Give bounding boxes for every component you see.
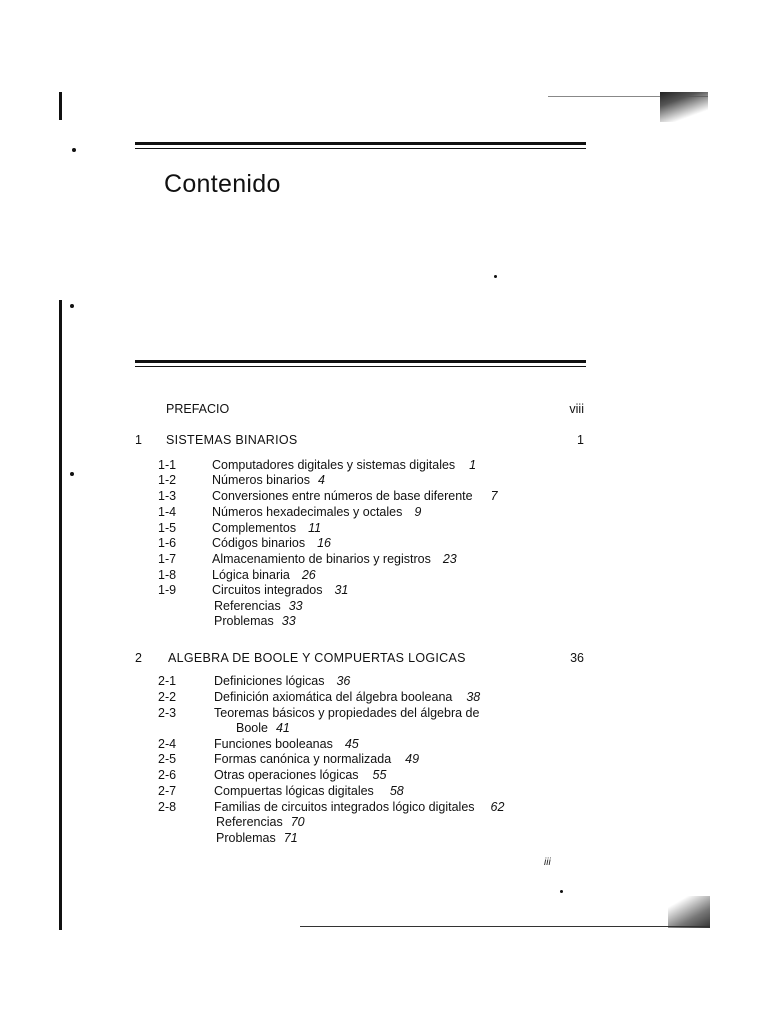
section-number: 1-1 (158, 458, 177, 472)
section-title: Números binarios (212, 473, 310, 487)
section-title: Definición axiomática del álgebra booleana (214, 690, 453, 704)
section-number: 2-4 (158, 737, 177, 751)
toc-entry (214, 768, 386, 782)
section-page: 31 (334, 583, 349, 597)
toc-entry-extra (216, 831, 298, 845)
chapter-title: ALGEBRA DE BOOLE Y COMPUERTAS LOGICAS (168, 651, 466, 665)
section-title: Compuertas lógicas digitales (214, 784, 374, 798)
chapter-number: 1 (135, 433, 142, 447)
section-page: 62 (490, 800, 505, 814)
chapter-page: 36 (570, 651, 584, 665)
toc-entry (212, 552, 457, 566)
scan-edge-shadow (59, 300, 62, 930)
section-title: Teoremas básicos y propiedades del álgebra de (214, 706, 480, 720)
section-title: Lógica binaria (212, 568, 290, 582)
toc-entry (212, 536, 331, 550)
section-number: 1-2 (158, 473, 177, 487)
toc-entry (214, 752, 419, 766)
section-number: 2-5 (158, 752, 177, 766)
toc-entry (214, 800, 504, 814)
toc-entry (214, 784, 404, 798)
toc-entry (212, 568, 316, 582)
problems-page: 71 (283, 831, 298, 845)
chapter-number: 2 (135, 651, 142, 665)
section-page: 16 (317, 536, 332, 550)
scan-speck (72, 148, 76, 152)
toc-entry (214, 706, 479, 720)
toc-entry (214, 690, 480, 704)
section-page: 36 (336, 674, 351, 688)
double-rule-top (135, 142, 586, 149)
section-number: 1-8 (158, 568, 177, 582)
toc-entry (212, 458, 476, 472)
page-title: Contenido (164, 170, 281, 198)
prefacio-label: PREFACIO (166, 402, 230, 416)
section-page: 58 (389, 784, 404, 798)
toc-entry-extra (216, 815, 305, 829)
page-folio: iii (544, 857, 551, 868)
chapter-title: SISTEMAS BINARIOS (166, 433, 298, 447)
chapter-page: 1 (577, 433, 584, 447)
section-page: 11 (308, 521, 322, 535)
problems-page: 33 (281, 614, 296, 628)
section-number: 2-1 (158, 674, 177, 688)
section-title: Otras operaciones lógicas (214, 768, 359, 782)
section-page: 49 (405, 752, 420, 766)
references-page: 70 (290, 815, 305, 829)
section-title: Números hexadecimales y octales (212, 505, 403, 519)
section-title: Circuitos integrados (212, 583, 323, 597)
section-page: 4 (317, 473, 325, 487)
section-number: 1-9 (158, 583, 177, 597)
section-number: 1-4 (158, 505, 177, 519)
section-number: 2-7 (158, 784, 177, 798)
toc-entry (212, 473, 325, 487)
scan-corner-shadow (668, 896, 710, 928)
toc-entry (212, 505, 421, 519)
toc-entry-continuation (236, 721, 290, 735)
prefacio-page: viii (569, 402, 584, 416)
scan-edge-mark (59, 92, 62, 120)
section-page: 41 (275, 721, 290, 735)
section-title: Complementos (212, 521, 297, 535)
section-page: 7 (490, 489, 498, 503)
section-number: 1-6 (158, 536, 177, 550)
section-title: Conversiones entre números de base diferente (212, 489, 473, 503)
section-number: 2-3 (158, 706, 177, 720)
section-title: Formas canónica y normalizada (214, 752, 392, 766)
problems-label: Problemas (216, 831, 276, 845)
section-title-cont: Boole (236, 721, 268, 735)
section-title: Computadores digitales y sistemas digitales (212, 458, 456, 472)
section-page: 55 (372, 768, 387, 782)
scan-speck (70, 304, 74, 308)
section-number: 1-3 (158, 489, 177, 503)
section-number: 1-5 (158, 521, 177, 535)
section-number: 2-8 (158, 800, 177, 814)
section-number: 2-2 (158, 690, 177, 704)
section-title: Familias de circuitos integrados lógico digitales (214, 800, 475, 814)
section-page: 1 (469, 458, 477, 472)
scan-speck (560, 890, 563, 893)
section-page: 23 (442, 552, 457, 566)
scan-corner-shadow (660, 92, 708, 122)
scan-speck (494, 275, 497, 278)
section-page: 9 (414, 505, 422, 519)
section-page: 26 (301, 568, 316, 582)
problems-label: Problemas (214, 614, 274, 628)
section-title: Definiciones lógicas (214, 674, 325, 688)
section-title: Funciones booleanas (214, 737, 333, 751)
toc-entry (212, 583, 348, 597)
section-page: 45 (344, 737, 359, 751)
toc-entry (212, 521, 321, 535)
toc-entry-extra (214, 614, 296, 628)
double-rule-middle (135, 360, 586, 367)
scan-speck (70, 472, 74, 476)
toc-entry (212, 489, 498, 503)
section-page: 38 (466, 690, 481, 704)
references-label: Referencias (214, 599, 281, 613)
section-number: 1-7 (158, 552, 177, 566)
scan-bottom-edge (300, 926, 710, 927)
toc-entry (214, 674, 350, 688)
section-number: 2-6 (158, 768, 177, 782)
toc-entry (214, 737, 359, 751)
section-title: Códigos binarios (212, 536, 306, 550)
references-page: 33 (288, 599, 303, 613)
toc-entry-extra (214, 599, 303, 613)
section-title: Almacenamiento de binarios y registros (212, 552, 431, 566)
references-label: Referencias (216, 815, 283, 829)
